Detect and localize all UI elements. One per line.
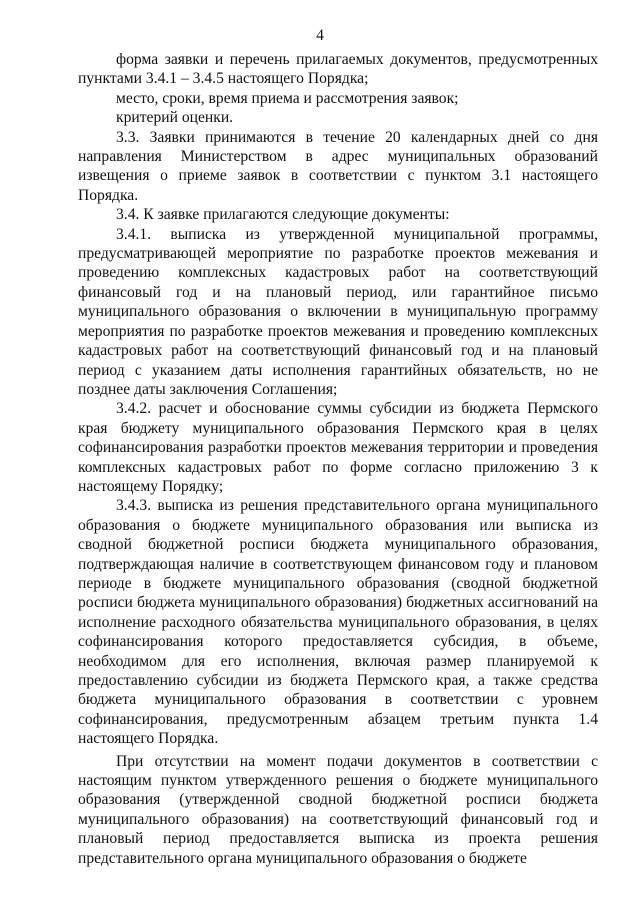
paragraph-evaluation-criterion: критерий оценки. xyxy=(116,109,234,127)
paragraph-3-4-1: 3.4.1. выписка из утвержденной муниципальной программы, предусматривающей мероприятие по разработке проектов межевания и проведению комплексных кадастровых работ на соответствующий финансовый год и на плановый период, или гарантийное письмо муниципального образования о включении в муниципальную программу мероприятия по разработке проектов межевания и проведению комплексных кадастровых работ на соответствующий финансовый год и на плановый период с указанием даты исполнения гарантийных обязательств, но не позднее даты заключения Соглашения; xyxy=(78,225,598,398)
paragraph-absence-of-decision: При отсутствии на момент подачи документов в соответствии с настоящим пунктом утвержденного решения о бюджете муниципального образования (утвержденной сводной бюджетной росписи бюджета муниципального образования) на соответствующий финансовый год и плановый период предоставляется выписка из проекта решения представительного органа муниципального образования о бюджете xyxy=(78,752,598,867)
paragraph-3-4-3: 3.4.3. выписка из решения представительного органа муниципального образования о бюджете муниципального образования или выписка из сводной бюджетной росписи бюджета муниципального образования, подтверждающая наличие в соответствующем финансовом году и плановом периоде в бюджете муниципального образования (сводной бюджетной росписи бюджета муниципального образования) бюджетных ассигнований на исполнение расходного обязательства муниципального образования, в целях софинансирования которого предоставляется субсидия, в объеме, необходимом для его исполнения, включая размер планируемой к предоставлению субсидии из бюджета Пермского края, а также средства бюджета муниципального образования в соответствии с уровнем софинансирования, предусмотренным абзацем третьим пункта 1.4 настоящего Порядка. xyxy=(78,497,598,748)
paragraph-place-terms: место, сроки, время приема и рассмотрения заявок; xyxy=(116,89,459,107)
document-body xyxy=(78,50,598,868)
paragraph-3-3: 3.3. Заявки принимаются в течение 20 календарных дней со дня направления Министерством в адрес муниципальных образований извещения о приеме заявок в соответствии с пунктом 3.1 настоящего Порядка. xyxy=(78,128,598,204)
page-number: 4 xyxy=(316,27,324,44)
paragraph-3-4: 3.4. К заявке прилагаются следующие документы: xyxy=(116,206,450,224)
paragraph-3-4-2: 3.4.2. расчет и обоснование суммы субсидии из бюджета Пермского края бюджету муниципального образования Пермского края в целях софинансирования разработки проектов межевания территории и проведения комплексных кадастровых работ по форме согласно приложению 3 к настоящему Порядку; xyxy=(78,400,598,495)
paragraph-application-form: форма заявки и перечень прилагаемых документов, предусмотренных пунктами 3.4.1 – 3.4.5 настоящего Порядка; xyxy=(78,51,598,88)
